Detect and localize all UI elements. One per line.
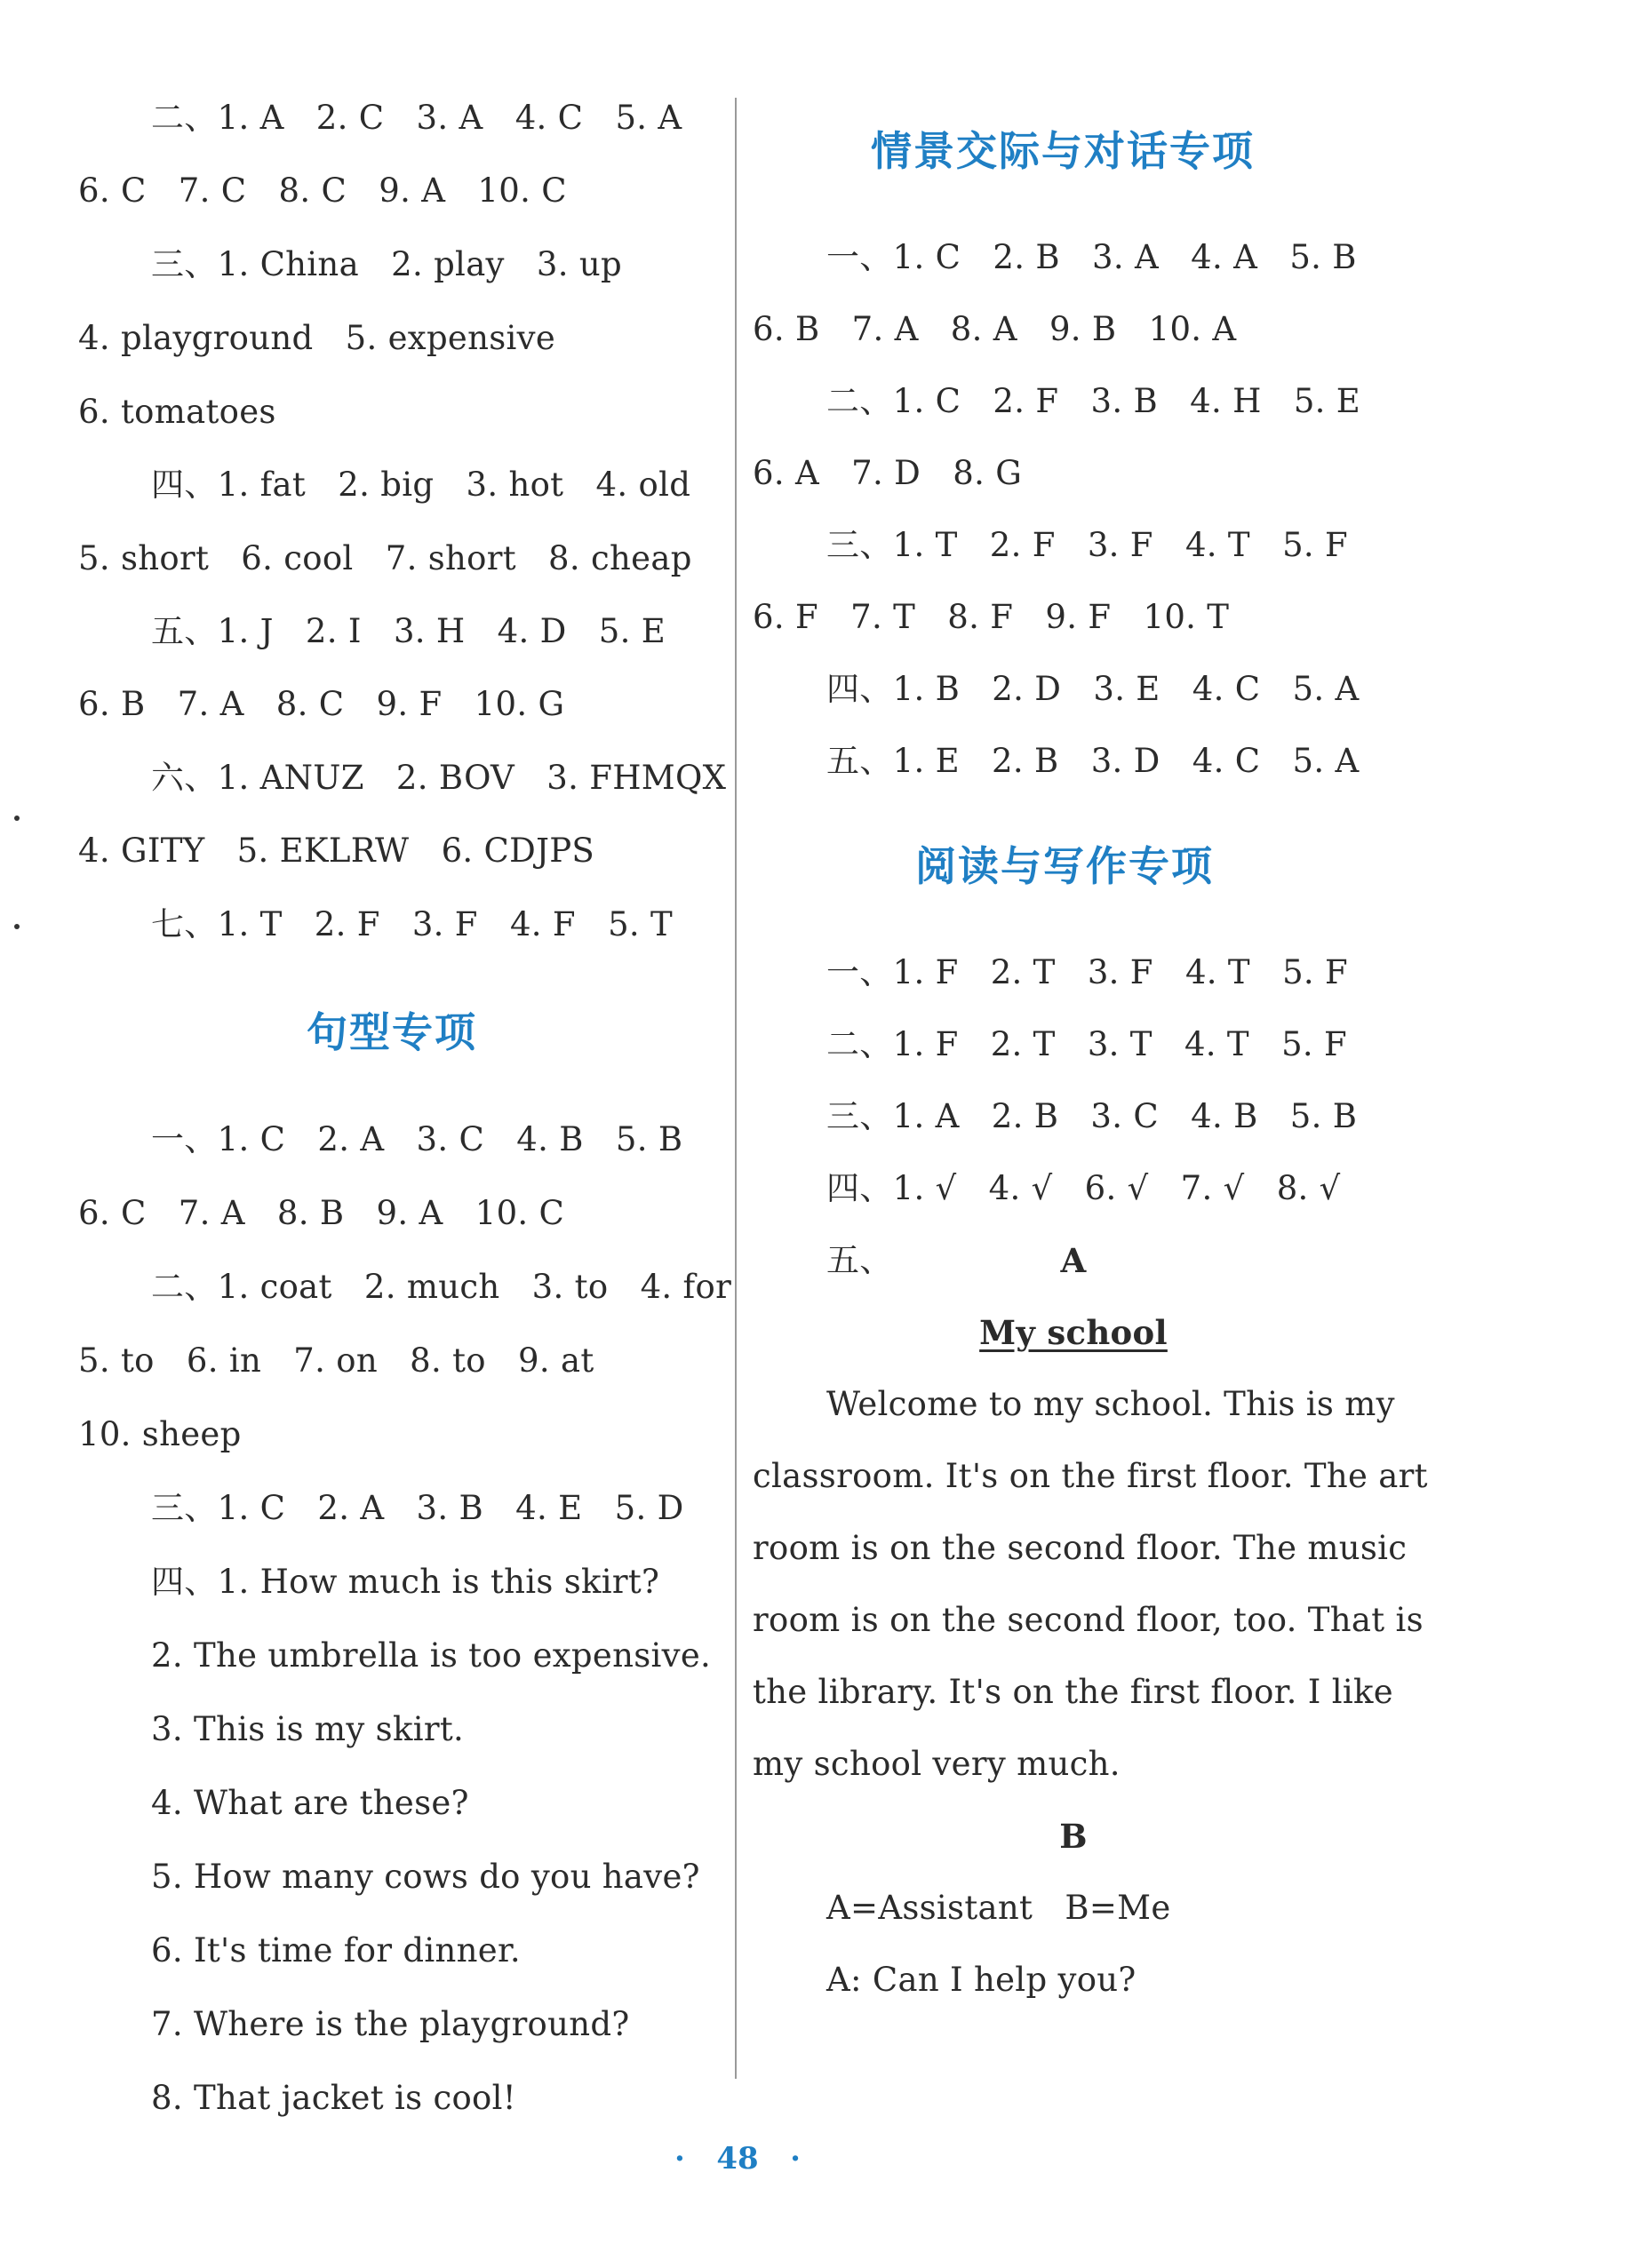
answer-line: 8. That jacket is cool! xyxy=(151,2079,516,2117)
answer-line: 三、1. China 2. play 3. up xyxy=(151,245,623,283)
answer-line: 二、1. A 2. C 3. A 4. C 5. A xyxy=(151,99,682,137)
answer-line: 4. What are these? xyxy=(151,1784,469,1822)
section-label: 五、 xyxy=(826,1241,893,1279)
answer-line: 6. It's time for dinner. xyxy=(151,1931,521,1970)
answer-line: 10. sheep xyxy=(78,1415,242,1453)
answer-line: 7. Where is the playground? xyxy=(151,2005,630,2043)
margin-dot xyxy=(14,924,20,929)
answer-line: 一、1. F 2. T 3. F 4. T 5. F xyxy=(826,953,1349,991)
answer-line: 4. GITY 5. EKLRW 6. CDJPS xyxy=(78,832,595,870)
essay-title: My school xyxy=(979,1313,1168,1352)
answer-line: 2. The umbrella is too expensive. xyxy=(151,1636,712,1675)
essay-line: my school very much. xyxy=(753,1745,1121,1783)
answer-line: 5. to 6. in 7. on 8. to 9. at xyxy=(78,1341,594,1380)
answer-line: 二、1. F 2. T 3. T 4. T 5. F xyxy=(826,1025,1348,1063)
answer-line: 六、1. ANUZ 2. BOV 3. FHMQX xyxy=(151,759,727,797)
answer-line: 3. This is my skirt. xyxy=(151,1710,465,1748)
section-heading-reading: 阅读与写作专项 xyxy=(915,842,1214,890)
answer-line: 6. B 7. A 8. A 9. B 10. A xyxy=(753,310,1237,348)
answer-line: 一、1. C 2. B 3. A 4. A 5. B xyxy=(826,238,1357,276)
part-label-b: B xyxy=(1059,1817,1088,1856)
part-label-a: A xyxy=(1060,1241,1087,1280)
answer-line: 二、1. C 2. F 3. B 4. H 5. E xyxy=(826,382,1361,420)
answer-line: 二、1. coat 2. much 3. to 4. for xyxy=(151,1268,732,1306)
answer-line: 四、1. B 2. D 3. E 4. C 5. A xyxy=(826,670,1360,708)
dialogue-line: A: Can I help you? xyxy=(826,1961,1137,1999)
answer-line: 4. playground 5. expensive xyxy=(78,319,556,357)
answer-line: 6. C 7. C 8. C 9. A 10. C xyxy=(78,171,567,210)
section-heading-sentence: 句型专项 xyxy=(307,1008,477,1056)
essay-line: classroom. It's on the first floor. The art xyxy=(753,1457,1428,1495)
answer-line: 一、1. C 2. A 3. C 4. B 5. B xyxy=(151,1120,683,1158)
answer-line: 四、1. How much is this skirt? xyxy=(151,1563,660,1601)
answer-line: 5. How many cows do you have? xyxy=(151,1858,700,1896)
margin-dot xyxy=(14,816,20,821)
essay-line: room is on the second floor. The music xyxy=(753,1529,1408,1567)
answer-line: 四、1. fat 2. big 3. hot 4. old xyxy=(151,466,691,504)
essay-line: the library. It's on the first floor. I like xyxy=(753,1673,1393,1711)
answer-line: 三、1. C 2. A 3. B 4. E 5. D xyxy=(151,1489,684,1527)
answer-line: 五、1. J 2. I 3. H 4. D 5. E xyxy=(151,612,666,650)
answer-line: 五、1. E 2. B 3. D 4. C 5. A xyxy=(826,742,1360,780)
essay-line: room is on the second floor, too. That is xyxy=(753,1601,1424,1639)
page-number-decor: · xyxy=(790,2141,802,2176)
role-legend: A=Assistant B=Me xyxy=(826,1889,1171,1927)
answer-line: 四、1. √ 4. √ 6. √ 7. √ 8. √ xyxy=(826,1169,1341,1207)
answer-line: 6. tomatoes xyxy=(78,393,276,431)
section-heading-dialogue: 情景交际与对话专项 xyxy=(871,127,1255,175)
column-divider xyxy=(735,98,737,2079)
answer-line: 三、1. A 2. B 3. C 4. B 5. B xyxy=(826,1097,1358,1135)
answer-line: 三、1. T 2. F 3. F 4. T 5. F xyxy=(826,526,1349,564)
answer-line: 6. F 7. T 8. F 9. F 10. T xyxy=(753,598,1230,636)
answer-line: 七、1. T 2. F 3. F 4. F 5. T xyxy=(151,905,674,943)
essay-line: Welcome to my school. This is my xyxy=(826,1385,1395,1423)
answer-line: 6. C 7. A 8. B 9. A 10. C xyxy=(78,1194,565,1232)
answer-line: 6. A 7. D 8. G xyxy=(753,454,1023,492)
page-number-decor: · xyxy=(674,2141,685,2176)
page-number-footer xyxy=(0,2141,1475,2176)
page-number: 48 xyxy=(716,2141,759,2176)
answer-line: 6. B 7. A 8. C 9. F 10. G xyxy=(78,685,565,723)
answer-line: 5. short 6. cool 7. short 8. cheap xyxy=(78,539,692,577)
